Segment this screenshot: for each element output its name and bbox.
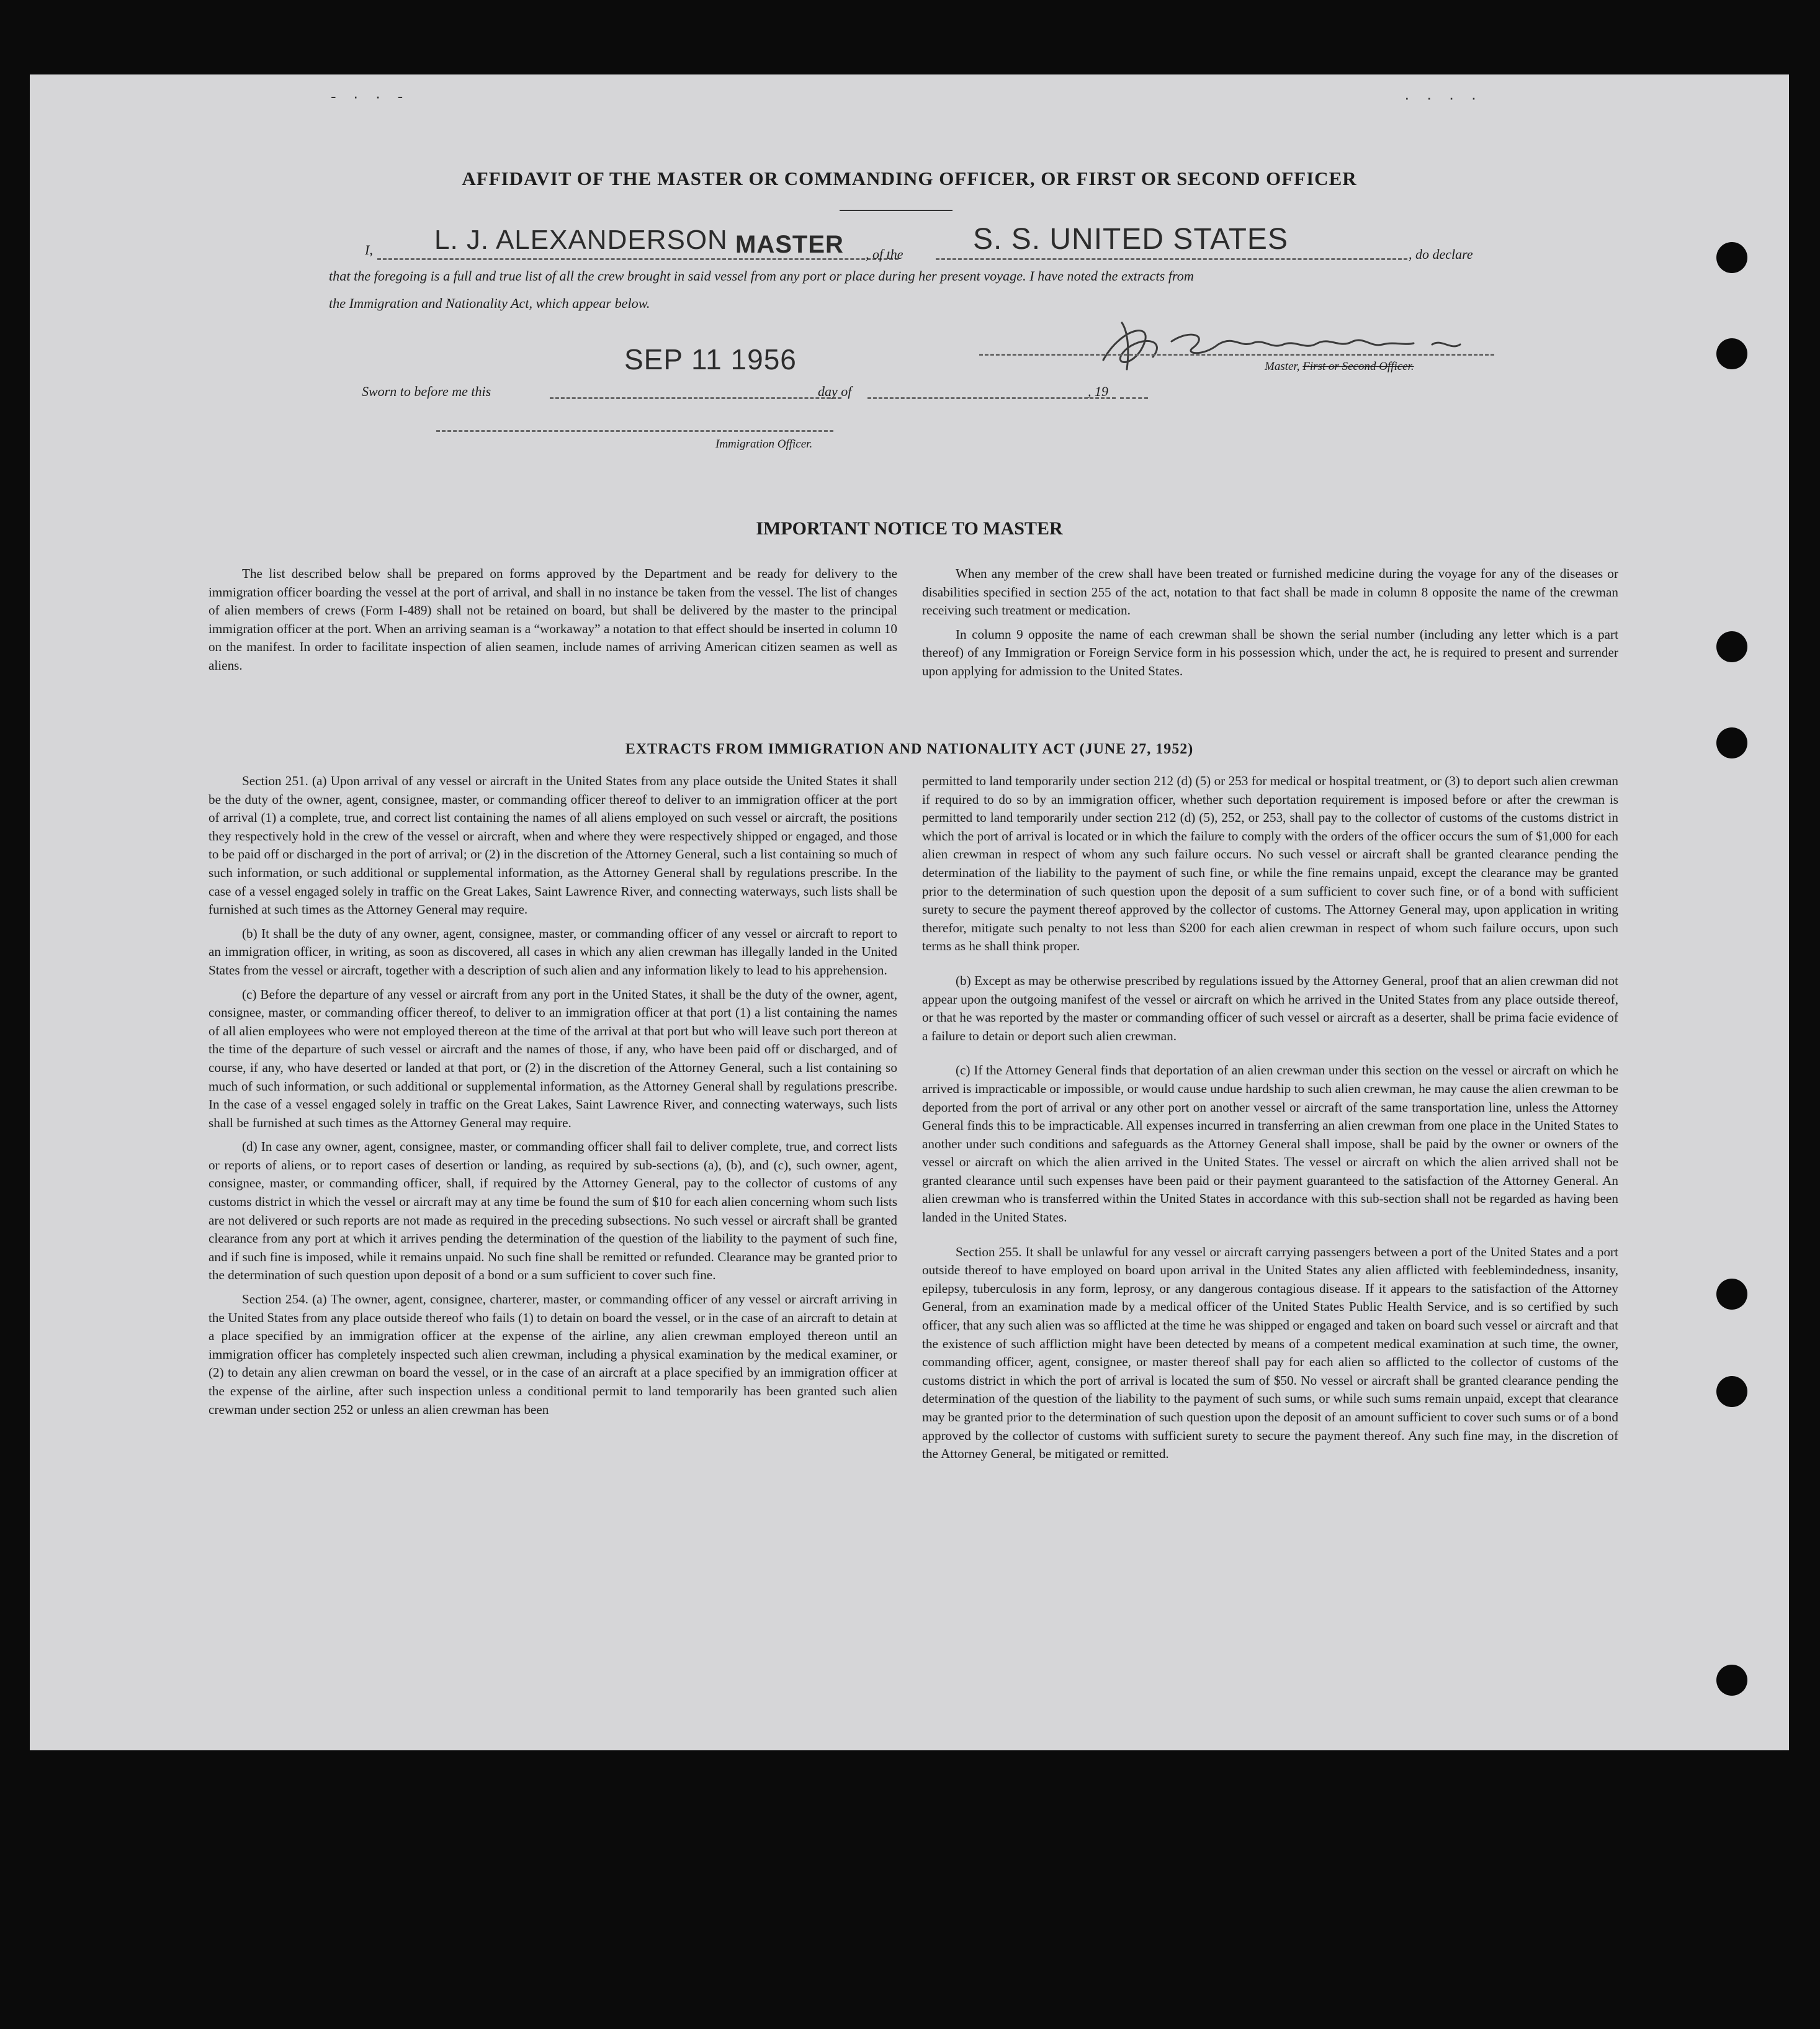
- section-254-b: (b) Except as may be otherwise prescribed by regulations issued by the Attorney General, proof that an alien crewman did not appear upon the outgoing manifest of the vessel or aircraft on which he arrived in the United States from any place outside thereof, or that he was reported by the master or commanding officer of such vessel or aircraft as a deserter, shall be prima facie evidence of a failure to detain or deport such alien crewman.: [922, 973, 1618, 1043]
- signature-line: [979, 354, 1494, 356]
- section-251-b: (b) It shall be the duty of any owner, agent, consignee, master, or commanding officer of any vessel or aircraft to report to an immigration officer, in writing, as soon as discovered, all cases in which any alien crewman has illegally landed in the United States from the vessel or aircraft, together with a description of such alien and any information likely to lead to his apprehension.: [208, 925, 897, 978]
- punch-hole: [1716, 338, 1747, 369]
- extracts-right-column: [922, 772, 1618, 1469]
- rank-stamp: MASTER: [735, 231, 844, 258]
- declaration-line-2: the Immigration and Nationality Act, which appear below.: [329, 295, 650, 311]
- section-254-a-continued: permitted to land temporarily under section 212 (d) (5) or 253 for medical or hospital treatment, or (3) to deport such alien crewman if required to do so by an immigration officer, whether such deportation requirement is imposed before or after the crewman is permitted to land temporarily under section 212 (d) (5), 252, or 253, shall pay to the collector of customs of the customs district in which the port of arrival is located or in which the failure to comply with the orders of the officer occurs the sum of $1,000 for each alien crewman in respect of whom any such failure occurs. No such vessel or aircraft shall be granted clearance pending the determination of the liability to the payment of such fine, or while the fine remains unpaid, except the clearance may be granted prior to the determination of such question upon the deposit of a sum sufficient to cover such fine, or of a bond with sufficient surety to secure the payment thereof approved by the collector of customs. The Attorney General may, upon application in writing therefor, mitigate such penalty to not less than $200 for each alien crewman in respect of whom such failure occurs, upon such terms as he shall think proper.: [922, 773, 1618, 954]
- vessel-line: [936, 258, 1407, 260]
- caption-struck-officer: First or Second Officer.: [1302, 360, 1414, 373]
- of-the-label: , of the: [866, 246, 903, 262]
- notice-title: IMPORTANT NOTICE TO MASTER: [756, 518, 1063, 539]
- notice-left-paragraph: The list described below shall be prepared on forms approved by the Department and be ready for delivery to the immigration officer boarding the vessel at the port of arrival, and shall in no instance be taken from the vessel. The list of changes of alien members of crews (Form I-489) shall not be retained on board, but shall be delivered by the master to the principal immigration officer at the port. When an arriving seaman is a “workaway” a notation to that effect should be inserted in column 10 on the manifest. In order to facilitate inspection of alien seamen, include names of arriving American citizen seamen as well as aliens.: [208, 566, 897, 673]
- affidavit-title: AFFIDAVIT OF THE MASTER OR COMMANDING OFFICER, OR FIRST OR SECOND OFFICER: [462, 168, 1357, 189]
- do-declare-label: , do declare: [1409, 246, 1473, 262]
- punch-hole: [1716, 631, 1747, 662]
- punch-hole: [1716, 1665, 1747, 1696]
- date-stamp: SEP 11 1956: [624, 343, 797, 376]
- document-page: [30, 74, 1789, 1750]
- punch-hole: [1716, 242, 1747, 273]
- year-label: , 19: [1088, 384, 1108, 399]
- immigration-officer-line: [436, 430, 833, 432]
- sworn-year-line: [1120, 397, 1148, 399]
- punch-hole: [1716, 1376, 1747, 1407]
- title-rule: [840, 210, 953, 211]
- scan-specks-right: · · · ·: [1404, 88, 1483, 107]
- sworn-month-line: [867, 397, 1116, 399]
- notice-right-paragraph-1: When any member of the crew shall have been treated or furnished medicine during the voyage for any of the diseases or disabilities specified in section 255 of the act, notation to that fact shall be made in column 8 opposite the name of the crewman receiving such treatment or medication.: [922, 566, 1618, 618]
- punch-hole: [1716, 1279, 1747, 1310]
- extracts-title: EXTRACTS FROM IMMIGRATION AND NATIONALITY ACT (JUNE 27, 1952): [625, 741, 1194, 757]
- i-label: I,: [365, 242, 373, 258]
- scan-specks-left: - · · -: [331, 87, 410, 106]
- section-254-c: (c) If the Attorney General finds that deportation of an alien crewman under this section on the vessel or aircraft on which he arrived is impracticable or impossible, or would cause undue hardship to such alien crewman, he may cause the alien crewman to be deported from the port of arrival or any other port on another vessel or aircraft of the same transportation line, unless the Attorney General finds this to be impracticable. All expenses incurred in transferring an alien crewman from one place in the United States to another under such conditions and safeguards as the Attorney General shall impose, shall be paid by the owner or owners of the vessel or aircraft on which the alien arrived in the United States. The vessel or aircraft on which the alien arrived shall not be granted clearance until such expenses have been paid or their payment guaranteed to the satisfaction of the Attorney General. An alien crewman who is transferred within the United States in accordance with this sub-section shall not be regarded as having been landed in the United States.: [922, 1063, 1618, 1225]
- vessel-name: S. S. UNITED STATES: [973, 223, 1288, 256]
- extracts-left-column: [208, 772, 897, 1424]
- notice-left-column: [208, 565, 897, 681]
- section-254-a: Section 254. (a) The owner, agent, consignee, charterer, master, or commanding officer of any vessel or aircraft arriving in the United States from any place outside thereof who fails (1) to detain on board the vessel, or in the case of an aircraft to detain at a place specified by an immigration officer at the expense of the airline, any alien crewman employed thereon until an immigration officer has completely inspected such alien crewman, including a physical examination by the medical examiner, or (2) to detain any alien crewman on board the vessel, or in the case of an aircraft at a place specified by an immigration officer at the expense of the airline, after such inspection unless a conditional permit to land temporarily has been granted such alien crewman under section 252 or unless an alien crewman has been: [208, 1292, 897, 1417]
- section-251-d: (d) In case any owner, agent, consignee, master, or commanding officer shall fail to deliver complete, true, and correct lists or reports of aliens, or to report cases of desertion or landing, as required by sub-sections (a), (b), and (c), such owner, agent, consignee, master, or commanding officer, shall, if required by the Attorney General, pay to the collector of customs of any customs district in which the vessel or aircraft may at any time be found the sum of $10 for each alien concerning whom such lists are not delivered or such reports are not made as required in the preceding subsections. No such vessel or aircraft shall be granted clearance from any port at which it arrives pending the determination of the question of the liability to the payment of such fine, and if such fine is imposed, while it remains unpaid. No such fine shall be remitted or refunded. Clearance may be granted prior to the determination of such question upon deposit of a bond or a sum sufficient to cover such fine.: [208, 1139, 897, 1283]
- section-251-a: Section 251. (a) Upon arrival of any vessel or aircraft in the United States from any place outside the United States it shall be the duty of the owner, agent, consignee, master, or commanding officer thereof to deliver to an immigration officer at the port of arrival (1) a complete, true, and correct list containing the names of all aliens employed on such vessel or aircraft, the positions they respectively hold in the crew of the vessel or aircraft, when and where they were respectively shipped or engaged, and those to be paid off or discharged in the port of arrival; or (2) in the discretion of the Attorney General, such a list containing so much of such information, or such additional or supplemental information, as the Attorney General shall by regulations prescribe. In the case of a vessel engaged solely in traffic on the Great Lakes, Saint Lawrence River, and connecting waterways, such lists shall be furnished at such times as the Attorney General may require.: [208, 773, 897, 917]
- sworn-day-line: [550, 397, 841, 399]
- caption-master: Master,: [1265, 360, 1300, 373]
- section-255: Section 255. It shall be unlawful for any vessel or aircraft carrying passengers between a port of the United States and a port outside thereof to have employed on board upon arrival in the United States any alien afflicted with feeblemindedness, insanity, epilepsy, tuberculosis in any form, leprosy, or any dangerous contagious disease. If it appears to the satisfaction of the Attorney General, from an examination made by a medical officer of the United States Public Health Service, and is so certified by such officer, that any such alien was so afflicted at the time he was shipped or engaged and taken on board such vessel or aircraft and that the existence of such affliction might have been detected by means of a competent medical examination at such time, the owner, commanding officer, agent, consignee, or master thereof shall pay for each alien so afflicted to the collector of customs of the customs district in which the port of arrival is located the sum of $50. No vessel or aircraft shall be granted clearance pending the determination of the question of the liability to the payment of such sums, or while such sums remain unpaid, except that clearance may be granted prior to the determination of such question upon the deposit of an amount sufficient to cover such sums or of a bond approved by the collector of customs with sufficient surety to secure the payment thereof. Any such fine may, in the discretion of the Attorney General, be mitigated or remitted.: [922, 1244, 1618, 1462]
- master-name: L. J. ALEXANDERSON: [434, 225, 728, 255]
- declaration-line-1: that the foregoing is a full and true list of all the crew brought in said vessel from any port or place during her present voyage. I have noted the extracts from: [329, 268, 1194, 284]
- immigration-officer-label: Immigration Officer.: [715, 438, 813, 451]
- section-251-c: (c) Before the departure of any vessel or aircraft from any port in the United States, it shall be the duty of the owner, agent, consignee, master, or commanding officer thereof, to deliver to an immigration officer at that port (1) a list containing the names of all alien employees who were not employed thereon at the time of the arrival at that port but who will leave such port thereon at the time of the departure of such vessel or aircraft and the names of those, if any, who have been paid off or discharged, and of course, if any, who have deserted or landed at that port, or (2) in the discretion of the Attorney General, such a list containing so much of such information, or such additional or supplemental information, as the Attorney General shall by regulations prescribe. In the case of a vessel engaged solely in traffic on the Great Lakes, Saint Lawrence River, and connecting waterways, such lists shall be furnished at such times as the Attorney General may require.: [208, 986, 897, 1130]
- day-of-label: day of: [818, 384, 852, 399]
- notice-right-column: [922, 565, 1618, 686]
- signature-caption: [1265, 360, 1414, 374]
- notice-right-paragraph-2: In column 9 opposite the name of each crewman shall be shown the serial number (including any letter which is a part thereof) of any Immigration or Foreign Service form in his possession which, under the act, he is required to present and surrender upon applying for admission to the United States.: [922, 626, 1618, 678]
- sworn-label: Sworn to before me this: [362, 384, 491, 399]
